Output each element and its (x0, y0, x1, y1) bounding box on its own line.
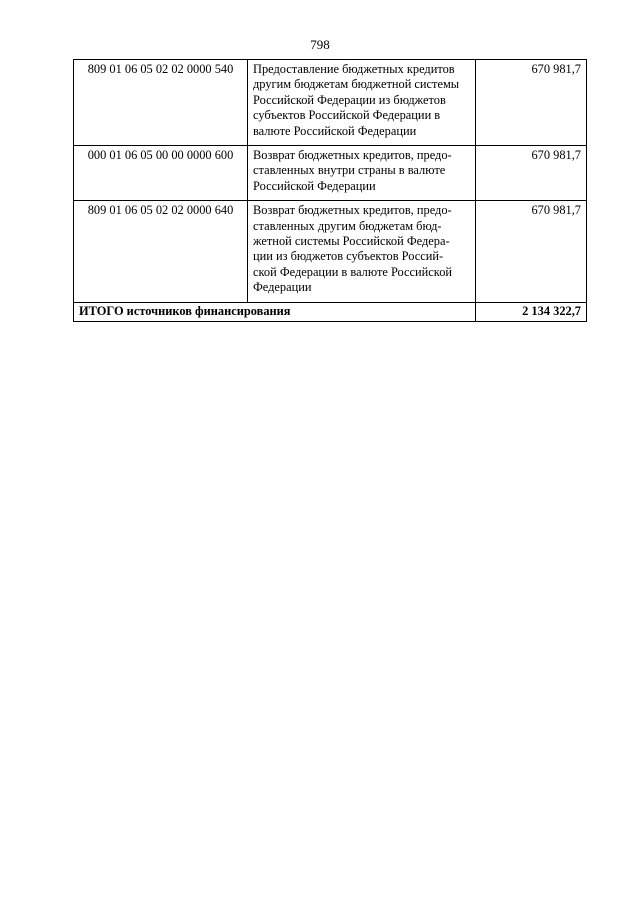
total-amount: 2 134 322,7 (476, 302, 587, 321)
page-number: 798 (310, 37, 330, 52)
description-line: ской Федерации в валюте Российской (253, 264, 453, 279)
budget-code-cell: 000 01 06 05 00 00 0000 600 (74, 146, 248, 201)
financing-sources-table (73, 59, 587, 322)
description-line: жетной системы Российской Федера- (253, 234, 450, 249)
description-line: Российской Федерации из бюджетов (253, 92, 446, 107)
amount-cell: 670 981,7 (476, 201, 587, 302)
amount-cell: 670 981,7 (476, 146, 587, 201)
description-line: Российской Федерации (253, 178, 376, 193)
table-row (74, 146, 587, 201)
description-line: ставленных другим бюджетам бюд- (253, 218, 442, 233)
budget-code-cell: 809 01 06 05 02 02 0000 640 (74, 201, 248, 302)
description-line: валюте Российской Федерации (253, 123, 417, 138)
description-line: Возврат бюджетных кредитов, предо- (253, 148, 452, 163)
description-cell (248, 60, 476, 146)
description-line: ставленных внутри страны в валюте (253, 163, 446, 178)
total-label: ИТОГО источников финансирования (74, 302, 476, 321)
description-cell (248, 201, 476, 302)
table-row (74, 60, 587, 146)
budget-code-cell: 809 01 06 05 02 02 0000 540 (74, 60, 248, 146)
description-line: Федерации (253, 280, 312, 295)
table-row (74, 201, 587, 302)
description-line: другим бюджетам бюджетной системы (253, 77, 460, 92)
description-line: Предоставление бюджетных кредитов (253, 62, 455, 76)
total-row (74, 302, 587, 321)
description-line: ции из бюджетов субъектов Россий- (253, 249, 444, 264)
description-line: субъектов Российской Федерации в (253, 108, 441, 123)
description-line: Возврат бюджетных кредитов, предо- (253, 203, 452, 218)
description-cell (248, 146, 476, 201)
amount-cell: 670 981,7 (476, 60, 587, 146)
